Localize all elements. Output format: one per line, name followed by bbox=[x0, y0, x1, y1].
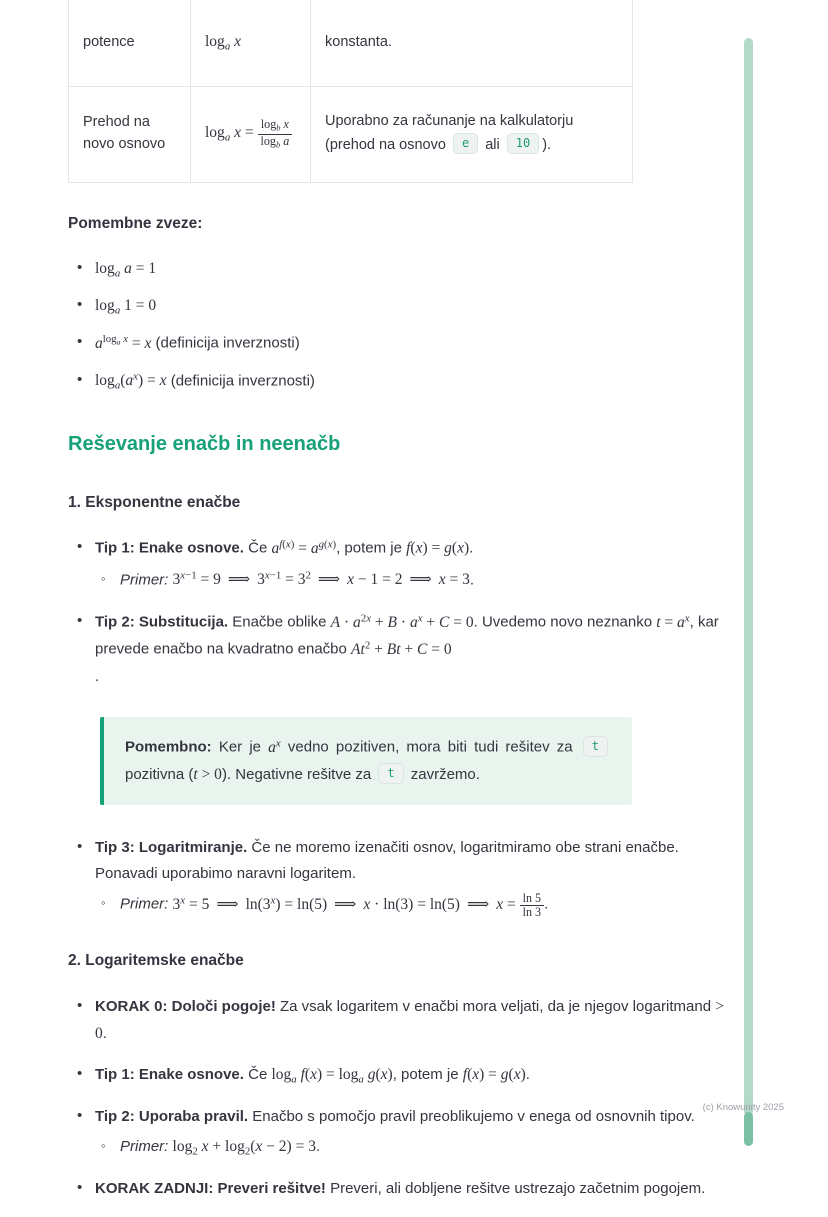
exp-list bbox=[68, 535, 730, 689]
table-cell-note: Uporabno za računanje na kalkulatorju (prehod na osnovo e ali 10 ). bbox=[311, 86, 633, 182]
sublist bbox=[95, 891, 730, 920]
list-item-text: Tip 3: Logaritmiranje. Če ne moremo izenačiti osnov, logaritmiramo obe strani enačbe. Ponavadi uporabimo naravni logaritem. bbox=[95, 839, 679, 883]
document-content bbox=[68, 0, 730, 1217]
sublist-item: ◦ Primer: $\log_2 x + \log_2(x - 2) = 3$. bbox=[95, 1134, 730, 1161]
list-item: • $\log_a 1 = 0$ bbox=[68, 293, 730, 320]
table-cell-formula: $\log_a x$ = $\frac{\log_b x}{\log_b a}$ bbox=[191, 86, 311, 182]
log-subheading: 2. Logaritemske enačbe bbox=[68, 952, 244, 970]
list-item: • $\log_a(a^x) = x$ (definicija inverznosti) bbox=[68, 368, 730, 396]
list-item: • $a^{log_a x} = x$ (definicija inverznosti) bbox=[68, 330, 730, 357]
sublist bbox=[95, 567, 730, 594]
table-cell-rule-name: potence bbox=[69, 0, 191, 86]
list-item bbox=[68, 535, 730, 594]
table-row bbox=[69, 0, 633, 86]
scrollbar-thumb[interactable] bbox=[744, 1112, 753, 1146]
list-item-text: Tip 1: Enake osnove. Če $a^{f(x)} = a^{g(x)}$, potem je f(x) = g(x). bbox=[95, 538, 474, 558]
list-item: • $\log_a a = 1$ bbox=[68, 256, 730, 283]
table-cell-note: konstanta. bbox=[311, 0, 633, 86]
sublist bbox=[95, 1134, 730, 1161]
copyright: (c) Knowunity 2025 bbox=[702, 1102, 784, 1113]
list-item: • KORAK ZADNJI: Preveri rešitve! Preveri, ali dobljene rešitve ustrezajo začetnim pogojem. bbox=[68, 1176, 730, 1202]
list-item: • KORAK 0: Določi pogoje! Za vsak logaritem v enačbi mora veljati, da je njegov logaritmand > 0. bbox=[68, 994, 730, 1047]
important-callout: Pomembno: Ker je $a^x$ vedno pozitiven, mora biti tudi rešitev za t pozitivna (t > 0). Negativne rešitve za t zavržemo. bbox=[100, 717, 632, 805]
exp-subheading: 1. Eksponentne enačbe bbox=[68, 493, 241, 511]
table-row bbox=[69, 86, 633, 182]
list-item bbox=[68, 835, 730, 920]
list-item: • Tip 1: Enake osnove. Če $\log_a f(x) = \log_a g(x)$, potem je f(x) = g(x). bbox=[68, 1062, 730, 1089]
zveze-list bbox=[68, 256, 730, 395]
table-cell-rule-name: Prehod na novo osnovo bbox=[69, 86, 191, 182]
log-rules-table bbox=[68, 0, 633, 183]
sublist-item: ◦ Primer: $3^{x-1} = 9$ ⟹ $3^{x-1} = 3^2$ ⟹ x − 1 = 2 ⟹ x = 3. bbox=[95, 567, 730, 594]
list-item-text: Tip 2: Uporaba pravil. Enačbo s pomočjo pravil preoblikujemo v enega od osnovnih tipov. bbox=[95, 1108, 695, 1126]
exp-list-continued bbox=[68, 835, 730, 920]
sublist-item: ◦ Primer: $3^x = 5$ ⟹ $\ln(3^x) = \ln(5)$ ⟹ x · ln(3) = ln(5) ⟹ x = $\frac{\ln 5}{\ln 3}$ . bbox=[95, 891, 730, 920]
scrollbar-track[interactable] bbox=[744, 38, 753, 1116]
zveze-heading: Pomembne zveze: bbox=[68, 214, 203, 232]
table-cell-formula: $\log_a x$ bbox=[191, 0, 311, 86]
list-item bbox=[68, 1104, 730, 1161]
list-item: • Tip 2: Substitucija. Enačbe oblike $A \cdot a^{2x} + B \cdot a^x + C = 0$. Uvedemo novo neznanko $t = a^x$, kar prevede enačbo na kvadratno enačbo $At^2 + Bt + C = 0$ . bbox=[68, 609, 730, 689]
section-heading: Reševanje enačb in neenačb bbox=[68, 433, 341, 456]
